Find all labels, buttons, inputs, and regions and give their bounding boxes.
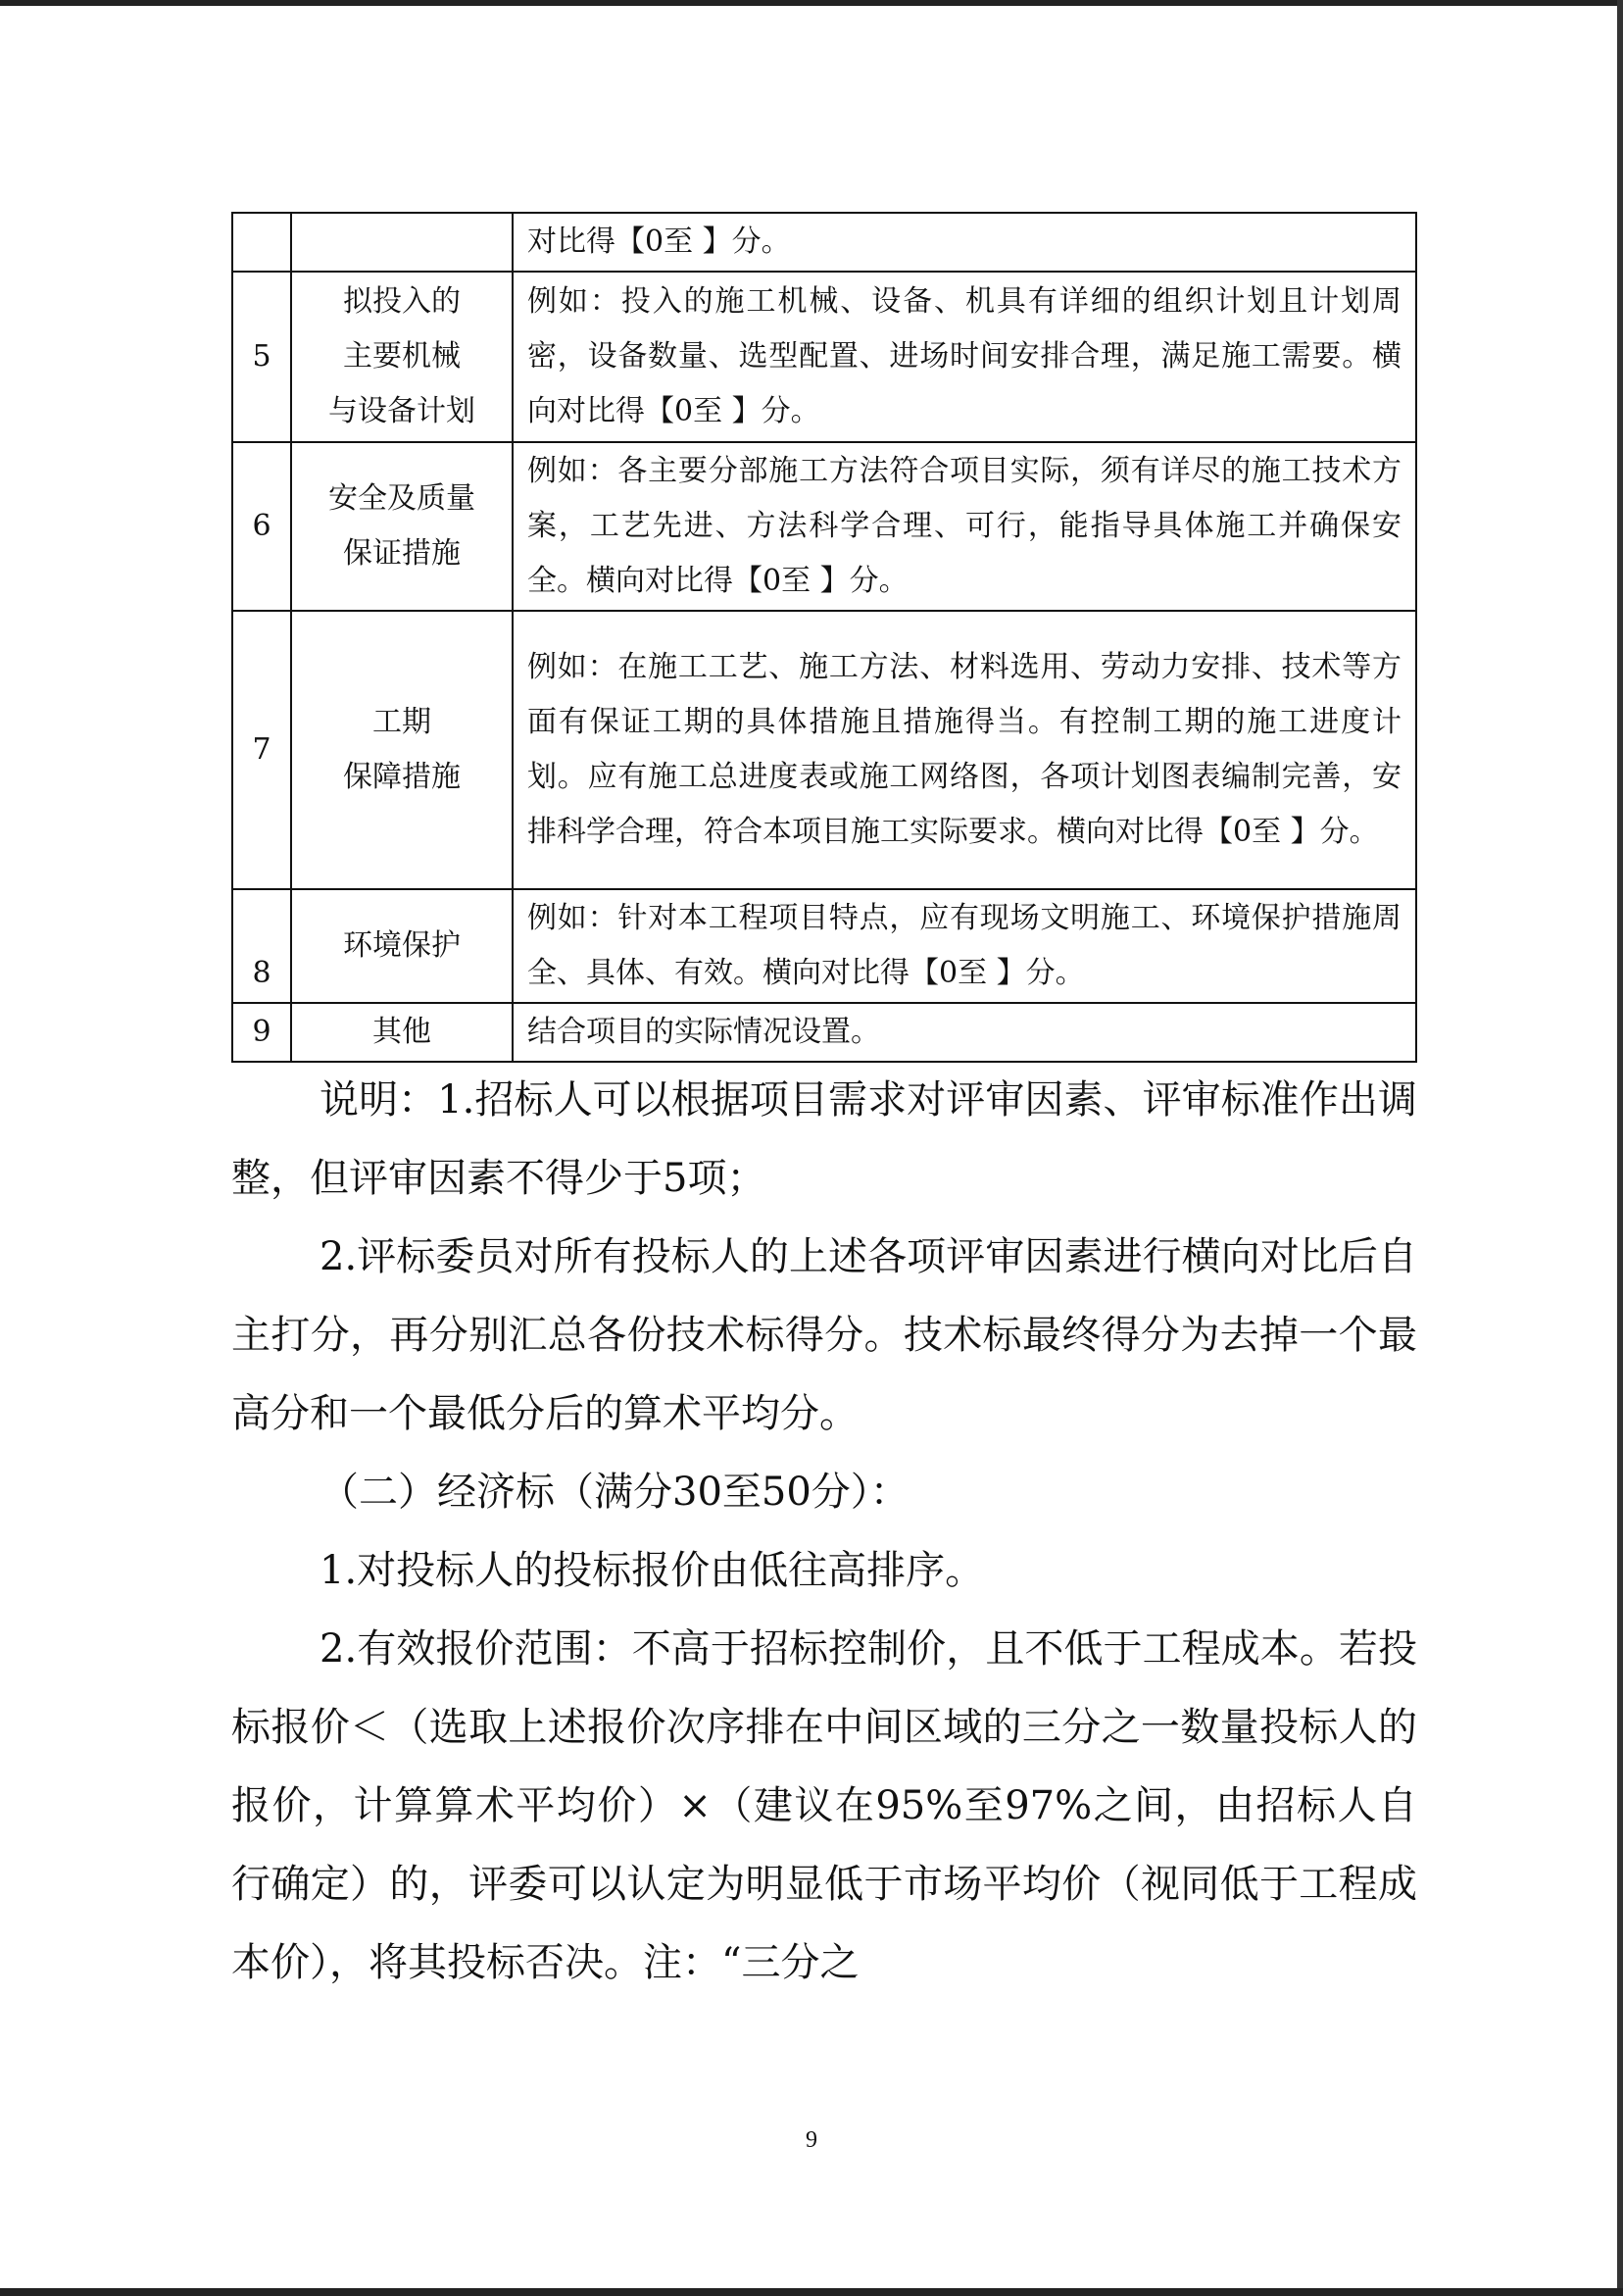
- criterion-name-line: 保证措施: [343, 536, 461, 571]
- scan-edge-right: [1617, 0, 1623, 2296]
- criterion-description: 对比得【0至 】分。: [513, 213, 1416, 272]
- table-row: [232, 442, 1416, 611]
- criterion-name-line: 主要机械: [343, 339, 461, 374]
- criterion-name: [291, 1003, 513, 1062]
- row-number: [232, 213, 291, 272]
- criterion-name-line: 与设备计划: [328, 394, 475, 428]
- criterion-name-line: 保障措施: [343, 760, 461, 794]
- criterion-name: [291, 442, 513, 611]
- economic-rule-1: 1.对投标人的投标报价由低往高排序。: [320, 1548, 985, 1593]
- page-number: 9: [806, 2127, 817, 2153]
- criterion-name: [291, 889, 513, 1003]
- scan-edge-top: [0, 0, 1623, 6]
- row-number: 8: [232, 889, 291, 1003]
- table-row: [232, 1003, 1416, 1062]
- body-text: [231, 1061, 1417, 2002]
- table-row: [232, 213, 1416, 272]
- criterion-name-line: 工期: [372, 705, 431, 739]
- row-number: 5: [232, 272, 291, 442]
- economic-rule-2: 2.有效报价范围：不高于招标控制价，且不低于工程成本。若投标报价＜（选取上述报价次序排在中间区域的三分之一数量投标人的报价，计算算术平均价）×（建议在95%至97%之间，由招标人自行确定）的，评委可以认定为明显低于市场平均价（视同低于工程成本价），将其投标否决。注：“三分之: [231, 1626, 1417, 1985]
- criterion-name: [291, 272, 513, 442]
- criterion-name: [291, 611, 513, 889]
- row-number: 7: [232, 611, 291, 889]
- scan-edge-bottom: [0, 2288, 1623, 2296]
- row-number: 9: [232, 1003, 291, 1062]
- criterion-name-line: 安全及质量: [328, 481, 475, 516]
- criterion-description: 结合项目的实际情况设置。: [513, 1003, 1416, 1062]
- criterion-name-line: 环境保护: [343, 928, 461, 963]
- criterion-description: 例如：各主要分部施工方法符合项目实际，须有详尽的施工技术方案，工艺先进、方法科学合理、可行，能指导具体施工并确保安全。横向对比得【0至 】分。: [513, 442, 1416, 611]
- row-number: 6: [232, 442, 291, 611]
- table-row: [232, 611, 1416, 889]
- criterion-name-line: 拟投入的: [343, 284, 461, 319]
- section-heading-economic-bid: （二）经济标（满分30至50分）：: [320, 1470, 910, 1515]
- scoring-criteria-table: [231, 212, 1417, 1063]
- table-row: [232, 889, 1416, 1003]
- criterion-name-line: 其他: [372, 1015, 431, 1049]
- criterion-description: 例如：针对本工程项目特点，应有现场文明施工、环境保护措施周全、具体、有效。横向对比得【0至 】分。: [513, 889, 1416, 1003]
- criterion-description: 例如：投入的施工机械、设备、机具有详细的组织计划且计划周密，设备数量、选型配置、进场时间安排合理，满足施工需要。横向对比得【0至 】分。: [513, 272, 1416, 442]
- table-row: [232, 272, 1416, 442]
- note-paragraph-2: 2.评标委员对所有投标人的上述各项评审因素进行横向对比后自主打分，再分别汇总各份技术标得分。技术标最终得分为去掉一个最高分和一个最低分后的算术平均分。: [231, 1234, 1417, 1436]
- note-paragraph-1: 说明：1.招标人可以根据项目需求对评审因素、评审标准作出调整，但评审因素不得少于5项；: [231, 1077, 1417, 1201]
- criterion-description: 例如：在施工工艺、施工方法、材料选用、劳动力安排、技术等方面有保证工期的具体措施且措施得当。有控制工期的施工进度计划。应有施工总进度表或施工网络图，各项计划图表编制完善，安排科学合理，符合本项目施工实际要求。横向对比得【0至 】分。: [513, 611, 1416, 889]
- criterion-name: [291, 213, 513, 272]
